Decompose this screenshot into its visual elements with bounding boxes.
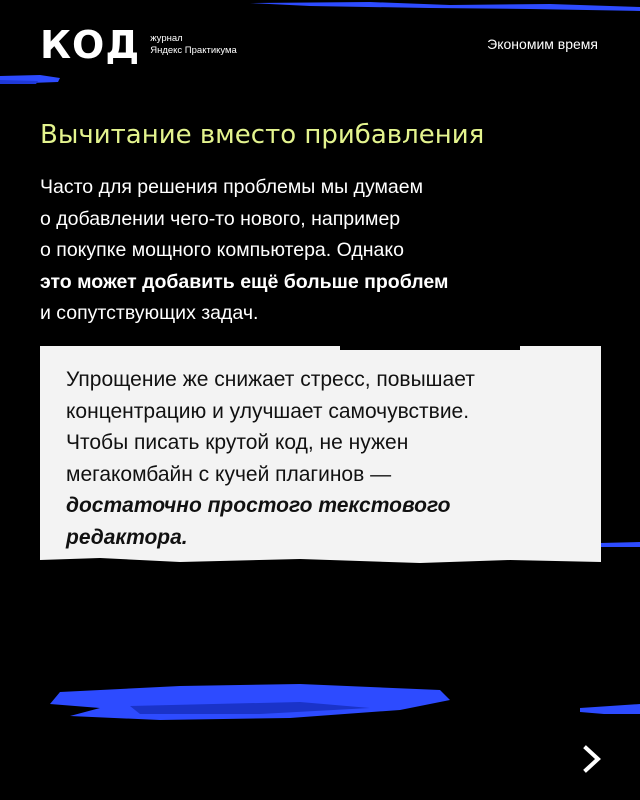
body-line: Часто для решения проблемы мы думаем xyxy=(40,176,423,198)
bottom-right-brush-stroke xyxy=(580,700,640,720)
bottom-brush-stroke xyxy=(40,680,460,730)
logo-subtitle-line-1: журнал xyxy=(150,33,183,44)
quote-line: Чтобы писать крутой код, не нужен xyxy=(66,431,409,454)
quote-line-emphasis: редактора. xyxy=(66,525,188,549)
logo-mark: КОД xyxy=(40,23,141,67)
body-line: о покупке мощного компьютера. Однако xyxy=(40,239,404,261)
next-slide-button[interactable] xyxy=(580,744,606,774)
right-edge-brush-stroke xyxy=(600,540,640,550)
body-line: о добавлении чего-то нового, например xyxy=(40,207,401,230)
quote-line: мегакомбайн с кучей плагинов — xyxy=(66,462,392,486)
journal-logo[interactable] xyxy=(40,23,237,67)
top-brush-stroke xyxy=(250,0,640,14)
body-line: и сопутствующих задач. xyxy=(40,302,259,324)
mid-left-brush-stroke xyxy=(0,78,40,86)
quote-line-emphasis: достаточно простого текстового xyxy=(66,494,451,517)
slide-headline: Вычитание вместо прибавления xyxy=(40,120,485,150)
quote-line: концентрацию и улучшает самочувствие. xyxy=(66,399,470,423)
quote-top-torn-edge xyxy=(340,340,520,352)
quote-box xyxy=(40,346,601,564)
tagline: Экономим время xyxy=(487,36,598,52)
logo-subtitle xyxy=(150,33,237,57)
body-line-bold: это может добавить ещё больше проблем xyxy=(40,270,449,293)
quote-line: Упрощение же снижает стресс, повышает xyxy=(66,368,475,391)
body-paragraph xyxy=(40,172,600,330)
quote-text xyxy=(66,364,586,553)
chevron-right-icon xyxy=(580,744,606,774)
logo-subtitle-line-2: Яндекс Практикума xyxy=(150,45,237,56)
